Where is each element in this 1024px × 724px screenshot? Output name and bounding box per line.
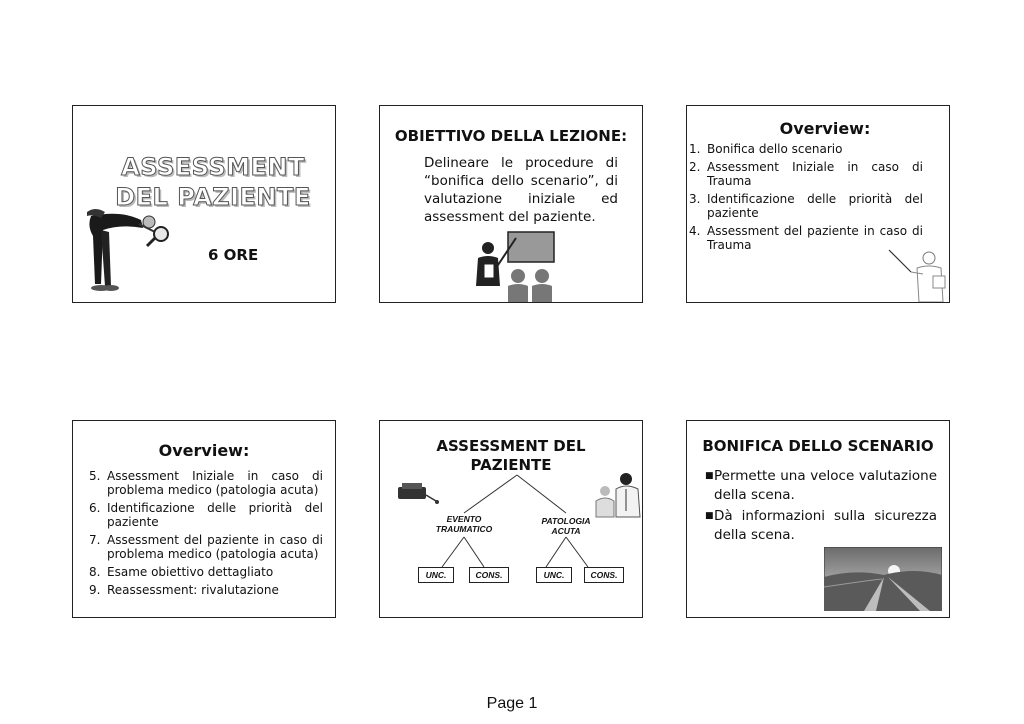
list-item: 4. Assessment del paziente in caso di Trauma — [689, 224, 923, 252]
list-item: 5. Assessment Iniziale in caso di problema medico (patologia acuta) — [89, 469, 323, 497]
list-item: 1. Bonifica dello scenario — [689, 142, 843, 156]
road-landscape-image — [824, 547, 942, 611]
slide-6-title: BONIFICA DELLO SCENARIO — [702, 437, 934, 455]
leaf-box: UNC. — [536, 567, 572, 583]
slide-4-list — [89, 469, 323, 601]
slide-2 — [379, 105, 643, 303]
list-item: 9. Reassessment: rivalutazione — [89, 583, 279, 597]
bullet-square-icon: ■ — [705, 471, 714, 481]
slide-1-title: ASSESSMENT DEL PAZIENTE — [115, 153, 311, 211]
slide-1 — [72, 105, 336, 303]
page-number: Page 1 — [486, 695, 538, 712]
branch-trauma-label: EVENTO TRAUMATICO — [435, 514, 493, 534]
slide-6 — [686, 420, 950, 618]
slide-5 — [379, 420, 643, 618]
slide-1-hours: 6 ORE — [208, 246, 259, 264]
leaf-box: CONS. — [469, 567, 509, 583]
branch-acute-label: PATOLOGIA ACUTA — [541, 516, 591, 536]
list-item: ■ Dà informazioni sulla sicurezza della scena. — [705, 508, 937, 543]
teacher-presentation-icon — [468, 228, 558, 303]
stretcher-icon — [398, 483, 439, 504]
slide-4-title: Overview: — [158, 441, 250, 460]
list-item: 2. Assessment Iniziale in caso di Trauma — [689, 160, 923, 188]
doctor-patient-icon — [596, 473, 640, 517]
bullet-square-icon: ■ — [705, 511, 714, 521]
slide-6-bullets — [705, 467, 937, 547]
list-item: 7. Assessment del paziente in caso di problema medico (patologia acuta) — [89, 533, 323, 561]
list-item: 3. Identificazione delle priorità del paziente — [689, 192, 923, 220]
slide-3-title: Overview: — [779, 119, 871, 138]
leaf-box: CONS. — [584, 567, 624, 583]
slide-2-body: Delineare le procedure di “bonifica dello scenario”, di valutazione iniziale ed assessment del paziente. — [424, 155, 618, 225]
pointer-figure-icon — [887, 246, 950, 303]
slide-3-list — [689, 142, 923, 256]
leaf-box: UNC. — [418, 567, 454, 583]
list-item: ■ Permette una veloce valutazione della scena. — [705, 468, 937, 503]
list-item: 6. Identificazione delle priorità del paziente — [89, 501, 323, 529]
slide-2-title: OBIETTIVO DELLA LEZIONE: — [394, 127, 628, 145]
slide-4 — [72, 420, 336, 618]
list-item: 8. Esame obiettivo dettagliato — [89, 565, 274, 579]
slide-5-title: ASSESSMENT DEL PAZIENTE — [436, 437, 586, 474]
detective-magnifier-illustration — [81, 206, 176, 296]
slide-3 — [686, 105, 950, 303]
